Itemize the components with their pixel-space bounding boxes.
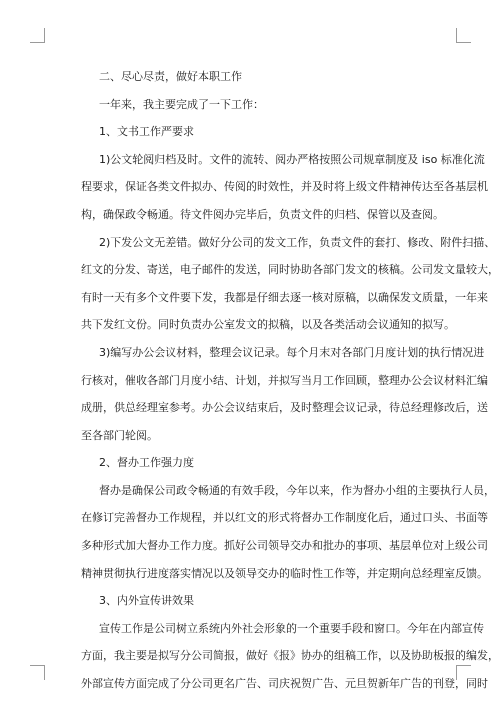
text-line: 在修订完善督办工作规程，并以红文的形式将督办工作制度化后，通过口头、书面等: [81, 511, 488, 524]
text-line: 共下发红文份。同时负责办公室发文的拟稿，以及各类活动会议通知的拟写。: [81, 318, 455, 331]
text-line: 至各部门轮阅。: [81, 429, 158, 442]
text-line: 督办是确保公司政令畅通的有效手段，今年以来，作为督办小组的主要执行人员，: [99, 484, 495, 497]
text-line: 外部宣传方面完成了分公司更名广告、司庆祝贺广告、元旦贺新年广告的刊登，同时: [81, 677, 488, 690]
text-line: 宣传工作是公司树立系统内外社会形象的一个重要手段和窗口。今年在内部宣传: [99, 622, 484, 635]
text-line: 3、内外宣传讲效果: [99, 594, 194, 607]
text-line: 1)公文轮阅归档及时。文件的流转、阅办严格按照公司规章制度及 iso 标准化流: [99, 153, 485, 166]
text-line: 行核对，催收各部门月度小结、计划，并拟写当月工作回顾，整理办公会议材料汇编: [81, 374, 488, 387]
text-line: 有时一天有多个文件要下发，我都是仔细去逐一核对原稿，以确保发文质量，一年来: [81, 291, 488, 304]
text-line: 2)下发公文无差错。做好分公司的发文工作，负责文件的套打、修改、附件扫描、: [99, 236, 496, 249]
text-line: 3)编写办公会议材料，整理会议记录。每个月末对各部门月度计划的执行情况进: [99, 346, 485, 359]
text-line: 多种形式加大督办工作力度。抓好公司领导交办和批办的事项、基层单位对上级公司: [81, 539, 488, 552]
text-line: 方面，我主要是拟写分公司简报，做好《报》协办的组稿工作，以及协助板报的编发，: [81, 649, 499, 662]
text-line: 成册，供总经理室参考。办公会议结束后，及时整理会议记录，待总经理修改后，送: [81, 401, 488, 414]
text-line: 程要求，保证各类文件拟办、传阅的时效性，并及时将上级文件精神传达至各基层机: [81, 180, 488, 193]
text-line: 一年来，我主要完成了一下工作：: [99, 98, 264, 111]
crop-mark-top-left: [30, 28, 45, 43]
text-line: 1、文书工作严要求: [99, 125, 194, 138]
text-line: 二、尽心尽责，做好本职工作: [99, 70, 242, 83]
text-line: 精神贯彻执行进度落实情况以及领导交办的临时性工作等，并定期向总经理室反馈。: [81, 567, 488, 580]
text-line: 构，确保政令畅通。待文件阅办完毕后，负责文件的归档、保管以及查阅。: [81, 208, 444, 221]
crop-mark-top-right: [456, 28, 471, 43]
text-line: 2、督办工作强力度: [99, 456, 194, 469]
crop-mark-bottom-left: [30, 665, 45, 680]
text-line: 红文的分发、寄送，电子邮件的发送，同时协助各部门发文的核稿。公司发文量较大，: [81, 263, 499, 276]
